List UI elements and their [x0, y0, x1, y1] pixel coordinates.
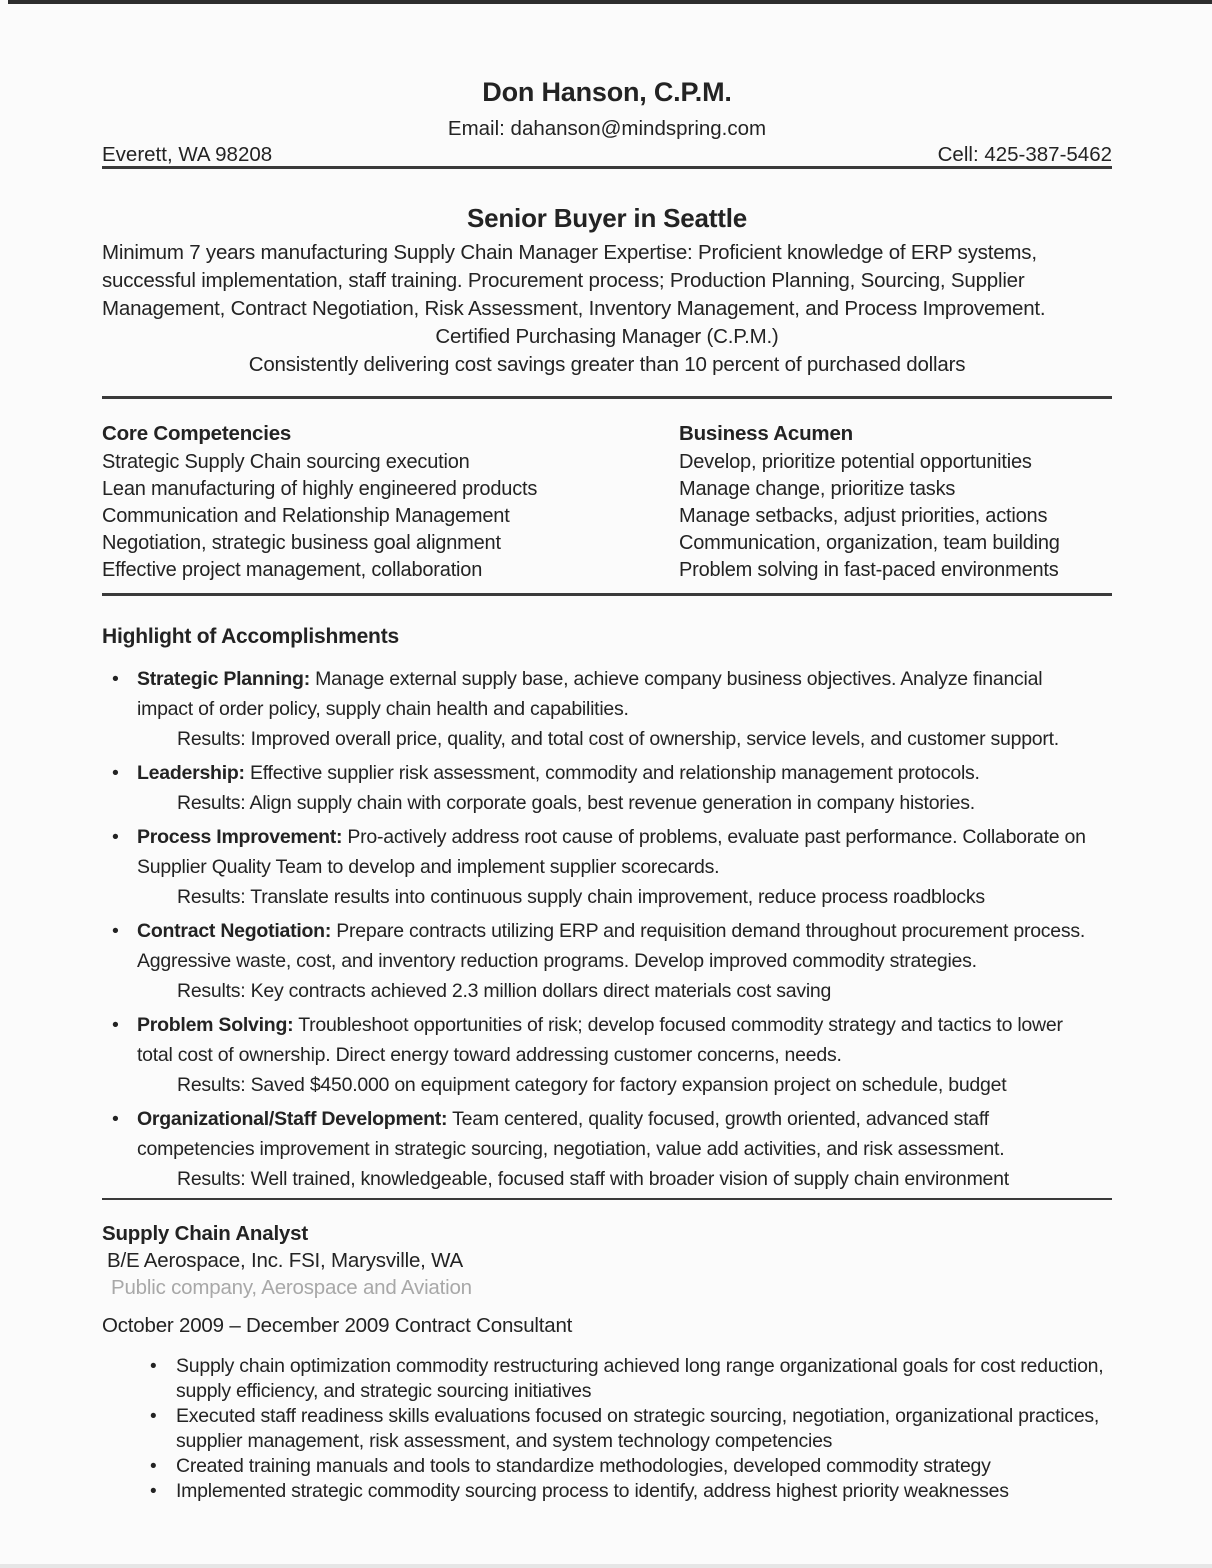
- accomplishment-item: [112, 664, 1112, 754]
- core-competencies-column: [102, 420, 679, 584]
- accomplishment-body: Manage external supply base, achieve company business objectives. Analyze financial impact of order policy, supply chain health and capabilities.: [137, 668, 1043, 720]
- accomplishment-body: Prepare contracts utilizing ERP and requisition demand throughout procurement process. Aggressive waste, cost, and inventory reduction programs. Develop improved commodity strategies.: [137, 920, 1086, 972]
- core-competencies-heading: Core Competencies: [102, 422, 292, 445]
- competency-item: Communication and Relationship Management: [102, 505, 510, 527]
- accomplishment-label: Process Improvement:: [137, 826, 343, 848]
- experience-bullet: • Supply chain optimization commodity restructuring achieved long range organizational goals for cost reduction, supply efficiency, and strategic sourcing initiatives: [150, 1355, 1104, 1402]
- accomplishment-body: Pro-actively address root cause of problems, evaluate past performance. Collaborate on Supplier Quality Team to develop and implement supplier scorecards.: [137, 826, 1086, 878]
- competency-item: Effective project management, collaboration: [102, 559, 483, 581]
- bullet-icon: •: [112, 668, 119, 690]
- objective-certification: Certified Purchasing Manager (C.P.M.): [435, 325, 779, 348]
- experience-bullet: • Implemented strategic commodity sourcing process to identify, address highest priority weaknesses: [150, 1480, 1009, 1502]
- accomplishment-item: [112, 1104, 1112, 1194]
- core-competencies-list: [102, 449, 679, 584]
- accomplishment-label: Strategic Planning:: [137, 668, 310, 690]
- divider-accomplishments-bottom: [102, 1198, 1112, 1200]
- acumen-item: Problem solving in fast-paced environments: [679, 559, 1059, 581]
- accomplishment-result: Results: Improved overall price, quality, and total cost of ownership, service levels, and customer support.: [177, 728, 1059, 750]
- accomplishment-result: Results: Well trained, knowledgeable, focused staff with broader vision of supply chain environment: [177, 1168, 1009, 1190]
- accomplishment-label: Contract Negotiation:: [137, 920, 332, 942]
- header-location: Everett, WA 98208: [102, 143, 273, 166]
- experience-bullet-list: [102, 1354, 1112, 1504]
- accomplishments-heading: Highlight of Accomplishments: [102, 625, 399, 648]
- divider-competencies-bottom: [102, 593, 1112, 596]
- accomplishment-result: Results: Align supply chain with corporate goals, best revenue generation in company histories.: [177, 792, 975, 814]
- accomplishment-body: Effective supplier risk assessment, commodity and relationship management protocols.: [249, 762, 980, 784]
- acumen-item: Develop, prioritize potential opportunities: [679, 451, 1032, 473]
- experience-job-title: Supply Chain Analyst: [102, 1222, 308, 1245]
- bullet-icon: •: [112, 762, 119, 784]
- resume-page: [0, 76, 1212, 1504]
- accomplishment-label: Organizational/Staff Development:: [137, 1108, 448, 1130]
- scan-top-edge: [8, 0, 1212, 4]
- acumen-item: Communication, organization, team building: [679, 532, 1060, 554]
- business-acumen-list: [679, 449, 1060, 584]
- objective-summary: Minimum 7 years manufacturing Supply Chain Manager Expertise: Proficient knowledge of ERP systems, successful implementation, staff training. Procurement process; Production Planning, Sourcing, Supplier Management, Contract Negotiation, Risk Assessment, Inventory Management, and Process Improvement.: [102, 241, 1046, 320]
- competency-item: Lean manufacturing of highly engineered products: [102, 478, 538, 500]
- bullet-icon: •: [112, 826, 119, 848]
- accomplishment-result: Results: Saved $450.000 on equipment category for factory expansion project on schedule, budget: [177, 1074, 1007, 1096]
- header-name: Don Hanson, C.P.M.: [482, 77, 732, 107]
- acumen-item: Manage change, prioritize tasks: [679, 478, 956, 500]
- bullet-icon: •: [150, 1406, 157, 1427]
- bullet-icon: •: [112, 920, 119, 942]
- header-email: Email: dahanson@mindspring.com: [447, 117, 767, 140]
- acumen-item: Manage setbacks, adjust priorities, actions: [679, 505, 1048, 527]
- competency-item: Strategic Supply Chain sourcing execution: [102, 451, 470, 473]
- competencies-section: [102, 399, 1112, 593]
- bullet-icon: •: [112, 1014, 119, 1036]
- experience-bullet: • Executed staff readiness skills evaluations focused on strategic sourcing, negotiation, organizational practices, supplier management, risk assessment, and system technology competencies: [150, 1405, 1100, 1452]
- experience-company-type: Public company, Aerospace and Aviation: [111, 1276, 472, 1299]
- accomplishment-label: Leadership:: [137, 762, 245, 784]
- accomplishment-body: Team centered, quality focused, growth oriented, advanced staff competencies improvement in strategic sourcing, negotiation, value add activities, and risk assessment.: [137, 1108, 1005, 1160]
- bullet-icon: •: [150, 1356, 157, 1377]
- experience-bullet: • Created training manuals and tools to standardize methodologies, developed commodity strategy: [150, 1455, 991, 1477]
- experience-dates: October 2009 – December 2009 Contract Consultant: [102, 1314, 573, 1337]
- scan-bottom-edge: [0, 1564, 1212, 1568]
- competency-item: Negotiation, strategic business goal alignment: [102, 532, 501, 554]
- accomplishment-item: [112, 1010, 1112, 1100]
- accomplishment-result: Results: Key contracts achieved 2.3 million dollars direct materials cost saving: [177, 980, 832, 1002]
- accomplishment-item: [112, 822, 1112, 912]
- business-acumen-heading: Business Acumen: [679, 422, 853, 445]
- accomplishment-result: Results: Translate results into continuous supply chain improvement, reduce process roadblocks: [177, 886, 985, 908]
- accomplishment-item: [112, 916, 1112, 1006]
- header-cell: Cell: 425-387-5462: [937, 143, 1112, 166]
- divider-header: [102, 166, 1112, 169]
- experience-company: B/E Aerospace, Inc. FSI, Marysville, WA: [107, 1249, 463, 1272]
- bullet-icon: •: [150, 1456, 157, 1477]
- accomplishment-item: [112, 758, 1112, 818]
- header-contact-row: [102, 144, 1112, 166]
- objective-tagline: Consistently delivering cost savings greater than 10 percent of purchased dollars: [248, 353, 966, 376]
- accomplishment-body: Troubleshoot opportunities of risk; develop focused commodity strategy and tactics to lower total cost of ownership. Direct energy toward addressing customer concerns, needs.: [137, 1014, 1063, 1066]
- bullet-icon: •: [112, 1108, 119, 1130]
- accomplishments-list: [102, 664, 1112, 1194]
- accomplishment-label: Problem Solving:: [137, 1014, 294, 1036]
- objective-title: Senior Buyer in Seattle: [466, 203, 748, 233]
- bullet-icon: •: [150, 1481, 157, 1502]
- business-acumen-column: [679, 420, 1060, 584]
